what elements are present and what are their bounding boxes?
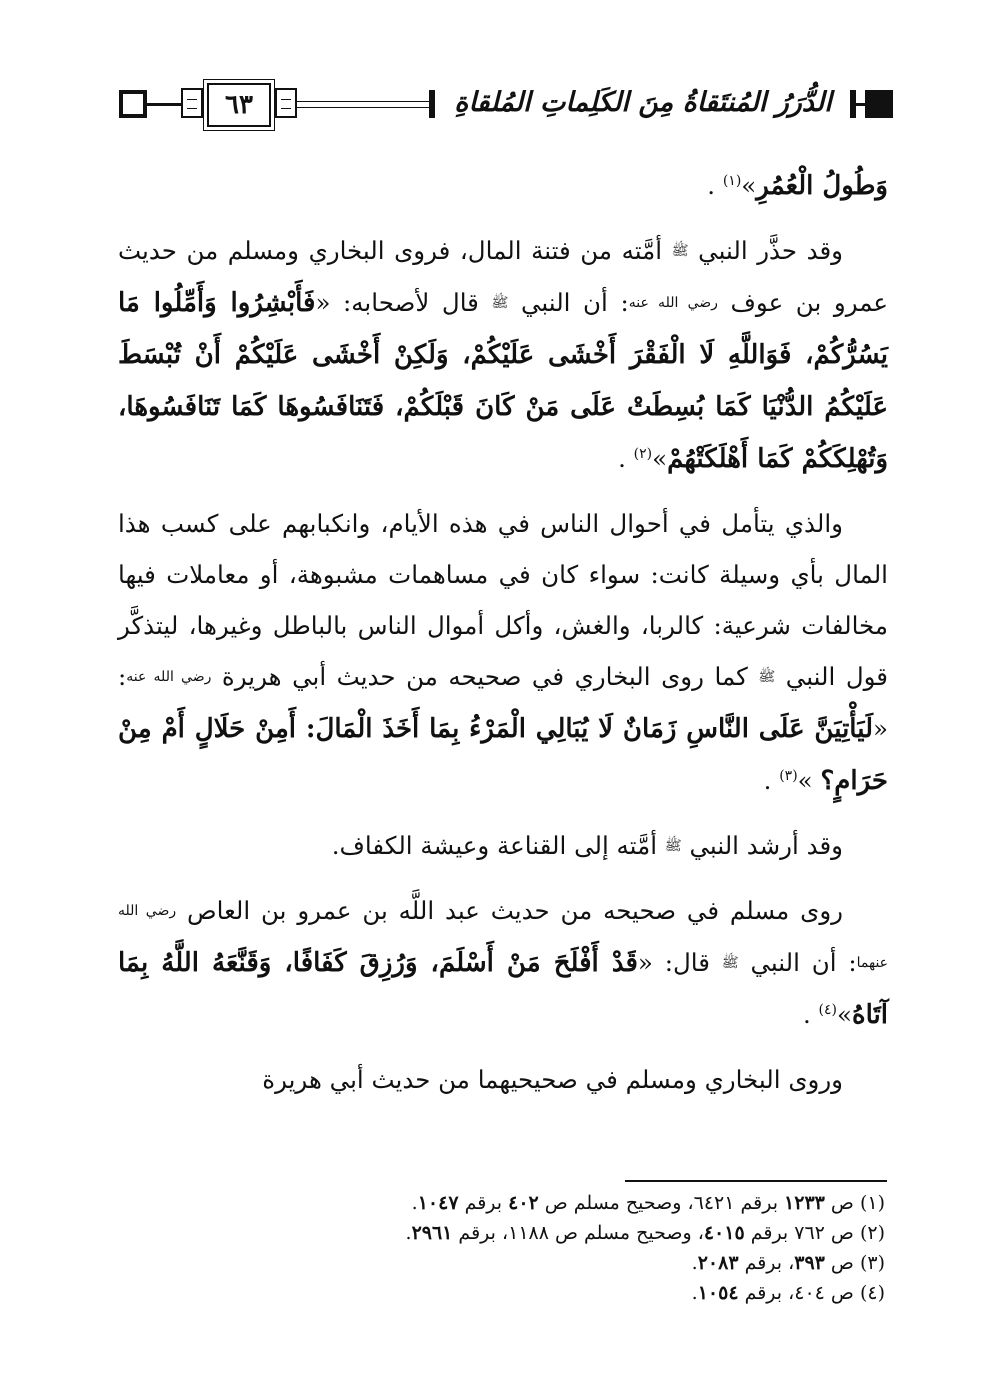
bold-number: ١٢٣٣ xyxy=(784,1192,825,1214)
bold-number: ١٠٥٤ xyxy=(697,1282,739,1304)
text-run: أمَّته إلى القناعة وعيشة الكفاف. xyxy=(331,831,665,860)
text-run: . xyxy=(802,1000,819,1029)
salutation-glyph: رضي الله عنهما xyxy=(118,903,889,971)
hadith-text: فَأَبْشِرُوا وَأَمِّلُوا مَا يَسُرُّكُمْ، فَوَاللَّهِ لَا الْفَقْرَ أَخْشَى عَلَيْكُمْ، وَلَكِنْ أَخْشَى عَلَيْكُمْ أَنْ تُبْسَطَ عَلَيْكُمُ الدُّنْيَا كَمَا بُسِطَتْ عَلَى مَنْ كَانَ قَبْلَكُمْ، فَتَنَافَسُوهَا كَمَا تَنَافَسُوهَا، وَتُهْلِكَكُمْ كَمَا أَهْلَكَتْهُمْ xyxy=(118,288,888,474)
text-run: . xyxy=(618,444,634,473)
header-rule xyxy=(297,107,429,108)
footnote-ref: (٤) xyxy=(818,1001,837,1018)
salutation-glyph: ﷺ xyxy=(758,669,776,685)
body-text xyxy=(118,160,888,1118)
text-run: قال لأصحابه: « xyxy=(315,288,492,317)
quote-mark: » xyxy=(741,171,757,200)
salutation-glyph: ﷺ xyxy=(721,955,739,971)
page-header xyxy=(115,80,893,130)
footnote xyxy=(150,1218,885,1248)
salutation-glyph: ﷺ xyxy=(664,838,682,854)
text-run: . xyxy=(707,171,723,200)
text-run: وقد أرشد النبي xyxy=(681,831,843,860)
text-run: . xyxy=(411,1192,418,1214)
text-run: ص ٧٦٢ برقم xyxy=(744,1222,860,1244)
hadith-text: وَطُولُ الْعُمُرِ xyxy=(756,171,888,201)
quote-mark: » xyxy=(797,766,821,795)
ornament-square-icon xyxy=(865,90,893,118)
footnote xyxy=(150,1278,885,1308)
page-number: ٦٣ xyxy=(207,83,271,127)
text-run: . xyxy=(691,1252,698,1274)
text-run: أمَّته من فتنة المال، فروى البخاري ومسلم من حديث عمرو بن عوف xyxy=(118,236,888,317)
paragraph xyxy=(118,160,888,212)
text-run: ص xyxy=(824,1252,860,1274)
bold-number: ٤٠٢ xyxy=(508,1192,539,1214)
text-run: كما روى البخاري في صحيحه من حديث أبي هريرة xyxy=(211,662,759,691)
footnote-ref: (٢) xyxy=(633,445,653,462)
text-run: . xyxy=(691,1282,698,1304)
salutation-glyph: رضي الله عنه xyxy=(126,669,212,685)
footnote-number: (٢) xyxy=(859,1222,885,1244)
hadith-text: قَدْ أَفْلَحَ مَنْ أَسْلَمَ، وَرُزِقَ كَفَافًا، وَقَنَّعَهُ اللَّهُ بِمَا آتَاهُ xyxy=(118,948,888,1030)
bold-number: ١٠٤٧ xyxy=(417,1192,459,1214)
quote-mark: » xyxy=(836,1000,852,1029)
ornament-knot-icon xyxy=(181,88,203,118)
hadith-text: لَيَأْتِيَنَّ عَلَى النَّاسِ زَمَانٌ لَا يُبَالِي الْمَرْءُ بِمَا أَخَذَ الْمَالَ: أَمِنْ حَلَالٍ أَمْ مِنْ حَرَامٍ؟ xyxy=(118,714,888,796)
text-run: : أن النبي xyxy=(738,948,857,977)
text-run: ، برقم xyxy=(738,1252,795,1274)
salutation-glyph: ﷺ xyxy=(671,243,689,259)
text-run: : « xyxy=(118,662,888,743)
footnote xyxy=(150,1248,885,1278)
paragraph xyxy=(118,1054,888,1105)
header-rule xyxy=(297,101,429,102)
book-title: الدُّرَرُ المُنتَقاةُ مِنَ الكَلِماتِ المُلقاةِ xyxy=(454,87,832,118)
text-run: وقد حذَّر النبي xyxy=(688,236,843,265)
footnote-number: (٣) xyxy=(859,1252,885,1274)
text-run: روى مسلم في صحيحه من حديث عبد اللَّه بن عمرو بن العاص xyxy=(176,896,843,925)
footnote-ref: (٣) xyxy=(779,767,798,784)
text-run: ص xyxy=(824,1192,860,1214)
header-bar xyxy=(429,90,435,118)
paragraph xyxy=(118,498,888,807)
text-run: : أن النبي xyxy=(508,288,629,317)
text-run: . xyxy=(405,1222,412,1244)
quote-mark: » xyxy=(652,444,668,473)
text-run: قال: « xyxy=(637,948,722,977)
salutation-glyph: رضي الله عنه xyxy=(628,295,718,311)
text-run: برقم ٦٤٢١، وصحيح مسلم ص xyxy=(538,1192,785,1214)
bold-number: ٤٠١٥ xyxy=(703,1222,745,1244)
footnote xyxy=(150,1188,885,1218)
bold-number: ٣٩٣ xyxy=(794,1252,825,1274)
text-run: . xyxy=(763,766,780,795)
bold-number: ٢٠٨٣ xyxy=(697,1252,739,1274)
footnote-ref: (١) xyxy=(722,172,742,189)
text-run: برقم xyxy=(458,1192,509,1214)
text-run: ص ٤٠٤، برقم xyxy=(738,1282,860,1304)
paragraph xyxy=(118,885,888,1041)
text-run: ، وصحيح مسلم ص ١١٨٨، برقم xyxy=(452,1222,704,1244)
text-run: والذي يتأمل في أحوال الناس في هذه الأيام، وانكبابهم على كسب هذا المال بأي وسيلة كانت: سواء كان في مساهمات مشبوهة، أو معاملات فيها مخالفات شرعية: كالربا، والغش، وأكل أموال الناس بالباطل وغيرها، ليتذكَّر قول النبي xyxy=(118,509,888,691)
footnotes xyxy=(150,1188,885,1308)
paragraph xyxy=(118,820,888,872)
salutation-glyph: ﷺ xyxy=(491,295,509,311)
paragraph xyxy=(118,225,888,485)
footnote-number: (٤) xyxy=(859,1282,885,1304)
footnote-number: (١) xyxy=(859,1192,885,1214)
bold-number: ٢٩٦١ xyxy=(411,1222,453,1244)
ornament-knot-icon xyxy=(275,88,297,118)
text-run: وروى البخاري ومسلم في صحيحيهما من حديث أبي هريرة xyxy=(262,1065,843,1094)
header-rule xyxy=(143,103,185,106)
footnote-divider xyxy=(625,1180,887,1182)
